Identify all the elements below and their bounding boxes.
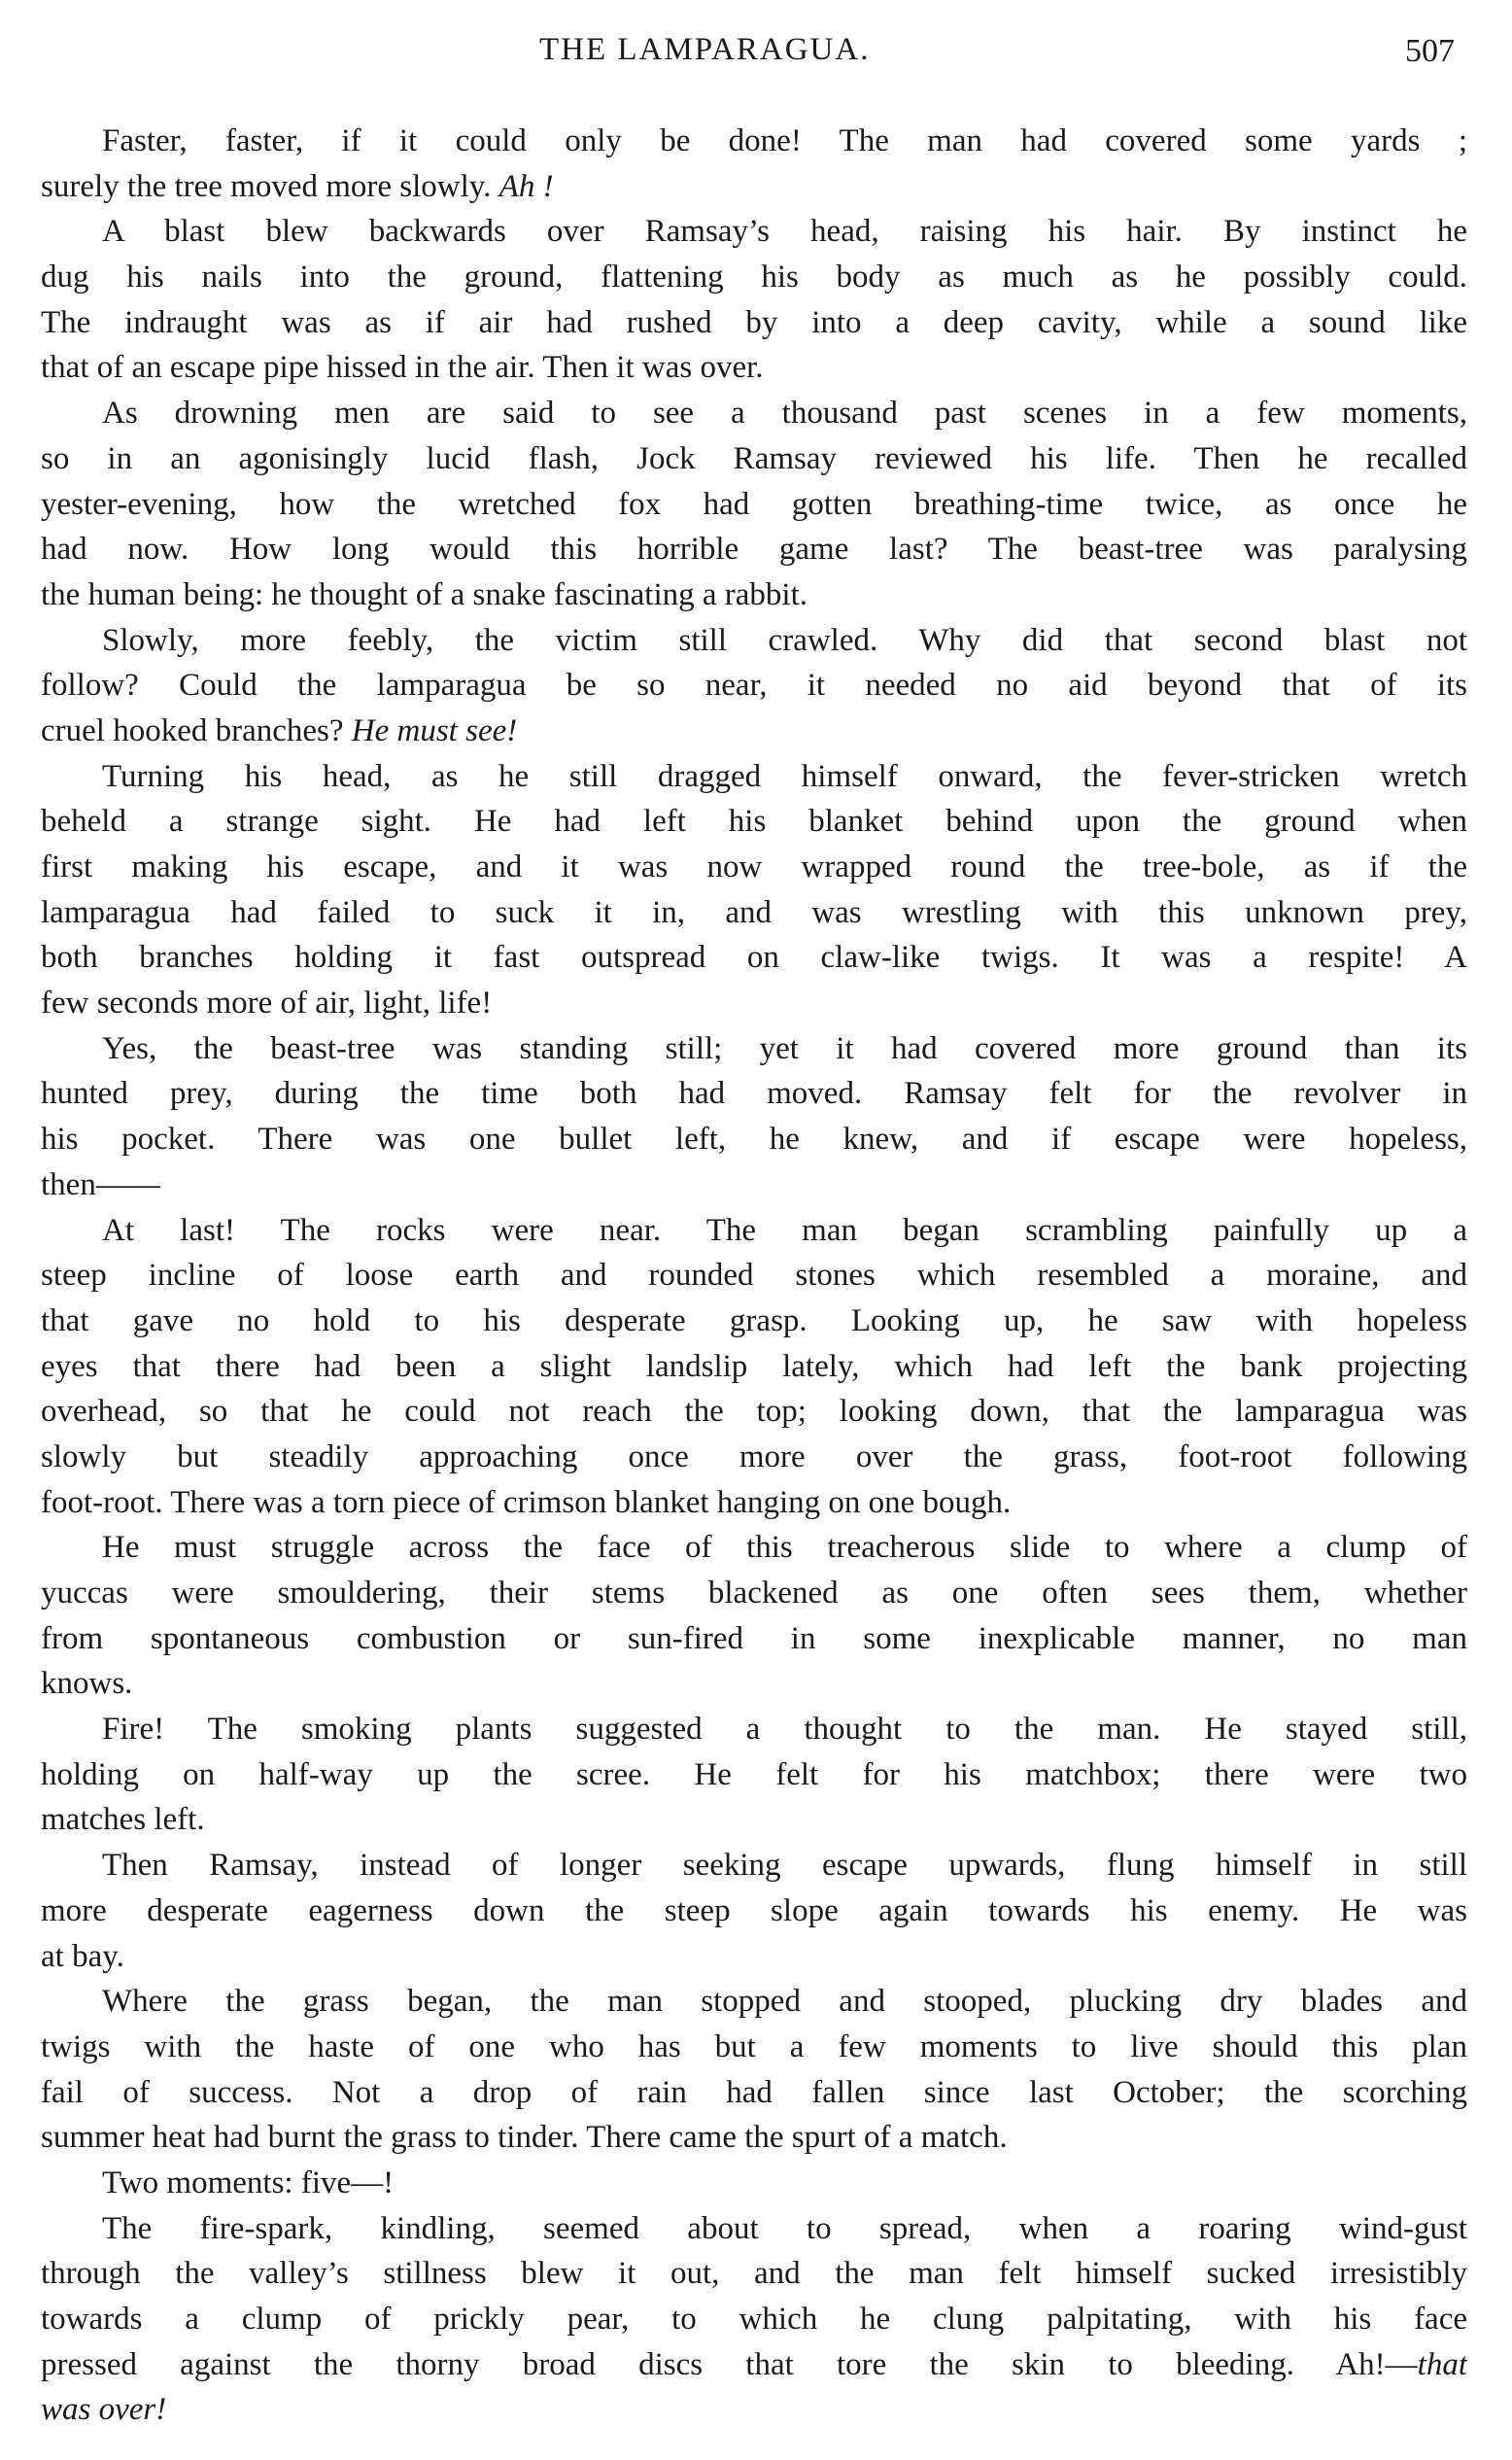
text-line [41,255,1467,300]
line-text: towards a clump of prickly pear, to which he clung palpitating, with his face [41,2302,1467,2337]
text-line [41,209,1467,255]
line-text: that gave no hold to his desperate grasp. Looking up, he saw with hopeless [41,1302,1467,1338]
line-text: Fire! The smoking plants suggested a thought to the man. He stayed still, [102,1712,1467,1748]
line-text: dug his nails into the ground, flattening his body as much as he possibly could. [41,260,1467,295]
line-text: follow? Could the lamparagua be so near, it needed no aid beyond that of its [41,668,1467,704]
line-text: through the valley’s stillness blew it out, and the man felt himself sucked irresistibly [41,2256,1467,2292]
italic-text: that [1417,2346,1467,2382]
line-text: The fire-spark, kindling, seemed about to spread, when a roaring wind-gust [102,2210,1467,2246]
text-line [41,2115,1467,2161]
text-line [41,2342,1467,2388]
text-line [41,1707,1467,1752]
line-text: Then Ramsay, instead of longer seeking escape upwards, flung himself in still [102,1848,1467,1884]
line-text: at bay. [41,1938,124,1974]
text-line [41,1525,1467,1571]
page-number: 507 [1405,33,1455,69]
line-text: first making his escape, and it was now wrapped round the tree-bole, as if the [41,849,1467,884]
line-text: few seconds more of air, light, life! [41,986,493,1022]
text-line [41,1253,1467,1299]
text-line [41,754,1467,800]
text-line [41,1888,1467,1934]
line-text: At last! The rocks were near. The man began scrambling painfully up a [102,1212,1467,1248]
line-text: overhead, so that he could not reach the top; looking down, that the lamparagua was [41,1394,1467,1430]
line-text: hunted prey, during the time both had moved. Ramsay felt for the revolver in [41,1076,1467,1112]
line-text: yester-evening, how the wretched fox had gotten breathing-time twice, as once he [41,486,1467,522]
line-text: his pocket. There was one bullet left, he knew, and if escape were hopeless, [41,1122,1467,1158]
text-line [41,845,1467,890]
line-text: Turning his head, as he still dragged himself onward, the fever-stricken wretch [102,758,1467,794]
line-text: The indraught was as if air had rushed by into a deep cavity, while a sound like [41,304,1467,340]
text-line [41,2206,1467,2252]
line-text: foot-root. There was a torn piece of crimson blanket hanging on one bough. [41,1484,1012,1520]
line-text: from spontaneous combustion or sun-fired in some inexplicable manner, no man [41,1620,1467,1656]
line-text: more desperate eagerness down the steep slope again towards his enemy. He was [41,1892,1467,1928]
line-text: holding on half-way up the scree. He felt for his matchbox; there were two [41,1756,1467,1792]
text-line [41,1344,1467,1390]
line-text: Where the grass began, the man stopped and stooped, plucking dry blades and [102,1984,1467,2020]
italic-text: He must see! [351,712,518,748]
text-line [41,2161,1467,2206]
line-text: Faster, faster, if it could only be done! The man had covered some yards ; [102,123,1467,158]
body-text [41,119,1467,2433]
line-text: so in an agonisingly lucid flash, Jock Ramsay reviewed his life. Then he recalled [41,440,1467,476]
text-line [41,1026,1467,1072]
line-text: steep incline of loose earth and rounded stones which resembled a moraine, and [41,1258,1467,1294]
text-line [41,1571,1467,1616]
line-text: Two moments: five—! [102,2165,395,2200]
text-line [41,1797,1467,1843]
line-text: had now. How long would this horrible game last? The beast-tree was paralysing [41,532,1467,568]
line-text: the human being: he thought of a snake fascinating a rabbit. [41,576,808,612]
line-text: summer heat had burnt the grass to tinder. There came the spurt of a match. [41,2120,1008,2156]
text-line [41,527,1467,572]
text-line [41,935,1467,981]
text-line [41,618,1467,664]
line-text: that of an escape pipe hissed in the air. Then it was over. [41,350,764,386]
text-line [41,981,1467,1026]
text-line [41,1752,1467,1798]
line-text: beheld a strange sight. He had left his blanket behind upon the ground when [41,804,1467,840]
text-line [41,1117,1467,1162]
text-line [41,2297,1467,2342]
text-line [41,1299,1467,1344]
text-line [41,2387,1467,2433]
line-text: eyes that there had been a slight landslip lately, which had left the bank projecting [41,1348,1467,1384]
text-line [41,1071,1467,1117]
running-head [0,27,1512,72]
text-line [41,663,1467,709]
line-text: Yes, the beast-tree was standing still; yet it had covered more ground than its [102,1030,1467,1066]
text-line [41,2025,1467,2070]
text-line [41,2251,1467,2297]
running-title: THE LAMPARAGUA. [539,32,871,67]
text-line [41,1843,1467,1888]
line-text: fail of success. Not a drop of rain had fallen since last October; the scorching [41,2074,1467,2110]
line-text: pressed against the thorny broad discs that tore the skin to bleeding. Ah!— [41,2346,1418,2382]
italic-text: was over! [41,2392,167,2428]
text-line [41,2070,1467,2116]
text-line [41,1162,1467,1208]
line-text: surely the tree moved more slowly. [41,168,499,204]
line-text: knows. [41,1666,133,1702]
text-line [41,1389,1467,1435]
line-text: both branches holding it fast outspread on claw-like twigs. It was a respite! A [41,940,1467,976]
text-line [41,482,1467,528]
text-line [41,1661,1467,1707]
text-line [41,300,1467,346]
text-line [41,1208,1467,1254]
text-line [41,164,1467,210]
line-text: yuccas were smouldering, their stems blackened as one often sees them, whether [41,1576,1467,1611]
text-line [41,1934,1467,1980]
italic-text: Ah ! [498,168,554,204]
line-text: then—— [41,1166,160,1202]
line-text: He must struggle across the face of this treacherous slide to where a clump of [102,1530,1467,1566]
text-line [41,1435,1467,1480]
text-line [41,1480,1467,1526]
line-text: cruel hooked branches? [41,712,352,748]
line-text: As drowning men are said to see a thousand past scenes in a few moments, [102,396,1467,432]
line-text: lamparagua had failed to suck it in, and was wrestling with this unknown prey, [41,894,1467,930]
text-line [41,436,1467,482]
line-text: A blast blew backwards over Ramsay’s head, raising his hair. By instinct he [102,214,1467,250]
line-text: Slowly, more feebly, the victim still crawled. Why did that second blast not [102,622,1467,658]
line-text: slowly but steadily approaching once more over the grass, foot-root following [41,1438,1467,1474]
line-text: twigs with the haste of one who has but a few moments to live should this plan [41,2028,1467,2064]
text-line [41,345,1467,391]
line-text: matches left. [41,1802,205,1838]
text-line [41,1616,1467,1662]
text-line [41,709,1467,754]
text-line [41,572,1467,618]
text-line [41,391,1467,436]
text-line [41,799,1467,845]
text-line [41,1979,1467,2025]
text-line [41,119,1467,164]
text-line [41,890,1467,936]
